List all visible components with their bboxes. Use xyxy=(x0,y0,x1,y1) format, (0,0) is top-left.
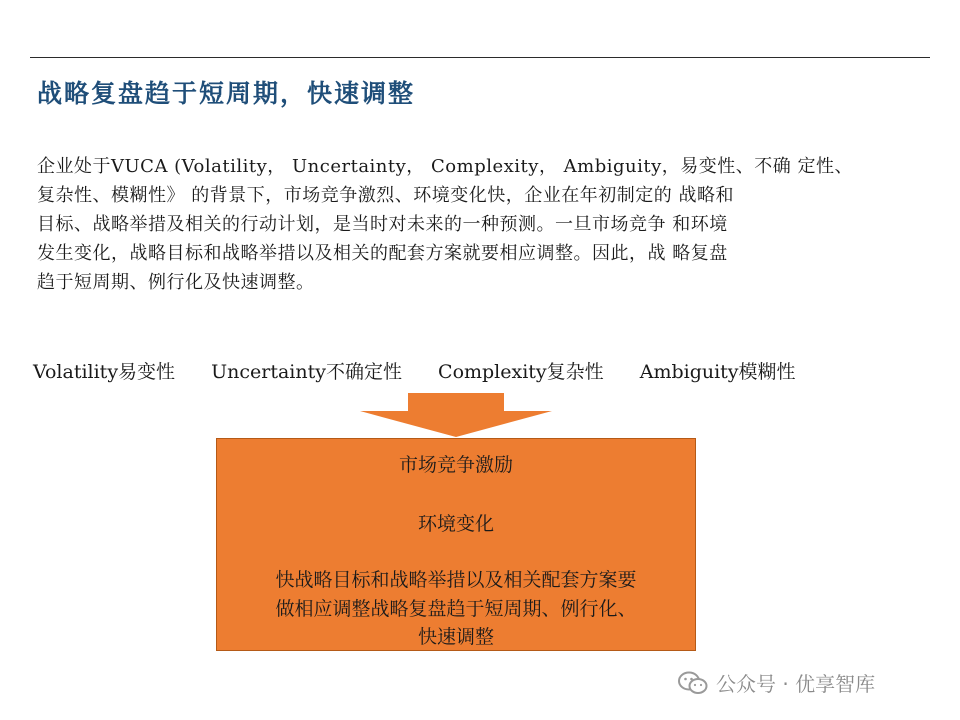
box-line-strategy-2: 做相应调整战略复盘趋于短周期、例行化、 xyxy=(275,598,637,620)
box-line-strategy-3: 快速调整 xyxy=(417,626,494,648)
paragraph-line: 发生变化，战略目标和战略举措以及相关的配套方案就要相应调整。因此，战 略复盘 xyxy=(37,243,728,264)
vuca-term-volatility: Volatility易变性 xyxy=(33,361,176,383)
paragraph-line: 目标、战略举措及相关的行动计划，是当时对未来的一种预测。一旦市场竞争 和环境 xyxy=(37,214,728,235)
vuca-term-uncertainty: Uncertainty不确定性 xyxy=(211,361,402,383)
body-paragraph xyxy=(37,152,927,297)
box-line-competition: 市场竞争激励 xyxy=(398,454,513,476)
top-divider xyxy=(30,57,930,58)
paragraph-line: 趋于短周期、例行化及快速调整。 xyxy=(37,272,315,293)
box-line-strategy-1: 快战略目标和战略举措以及相关配套方案要 xyxy=(275,569,637,591)
paragraph-line: 复杂性、模糊性》 的背景下，市场竞争激烈、环境变化快，企业在年初制定的 战略和 xyxy=(37,185,734,206)
down-arrow-icon xyxy=(360,393,552,437)
vuca-terms-row xyxy=(33,357,796,384)
wechat-icon xyxy=(678,671,708,695)
vuca-term-complexity: Complexity复杂性 xyxy=(438,361,604,383)
summary-box xyxy=(216,438,696,651)
watermark-text: 公众号 · 优享智库 xyxy=(716,672,876,696)
paragraph-line: 企业处于VUCA (Volatility， Uncertainty， Complexity， Ambiguity，易变性、不确 定性、 xyxy=(37,156,854,177)
vuca-term-ambiguity: Ambiguity模糊性 xyxy=(639,361,796,383)
watermark xyxy=(678,668,875,697)
box-line-environment: 环境变化 xyxy=(417,513,494,535)
slide-title: 战略复盘趋于短周期，快速调整 xyxy=(37,79,416,108)
